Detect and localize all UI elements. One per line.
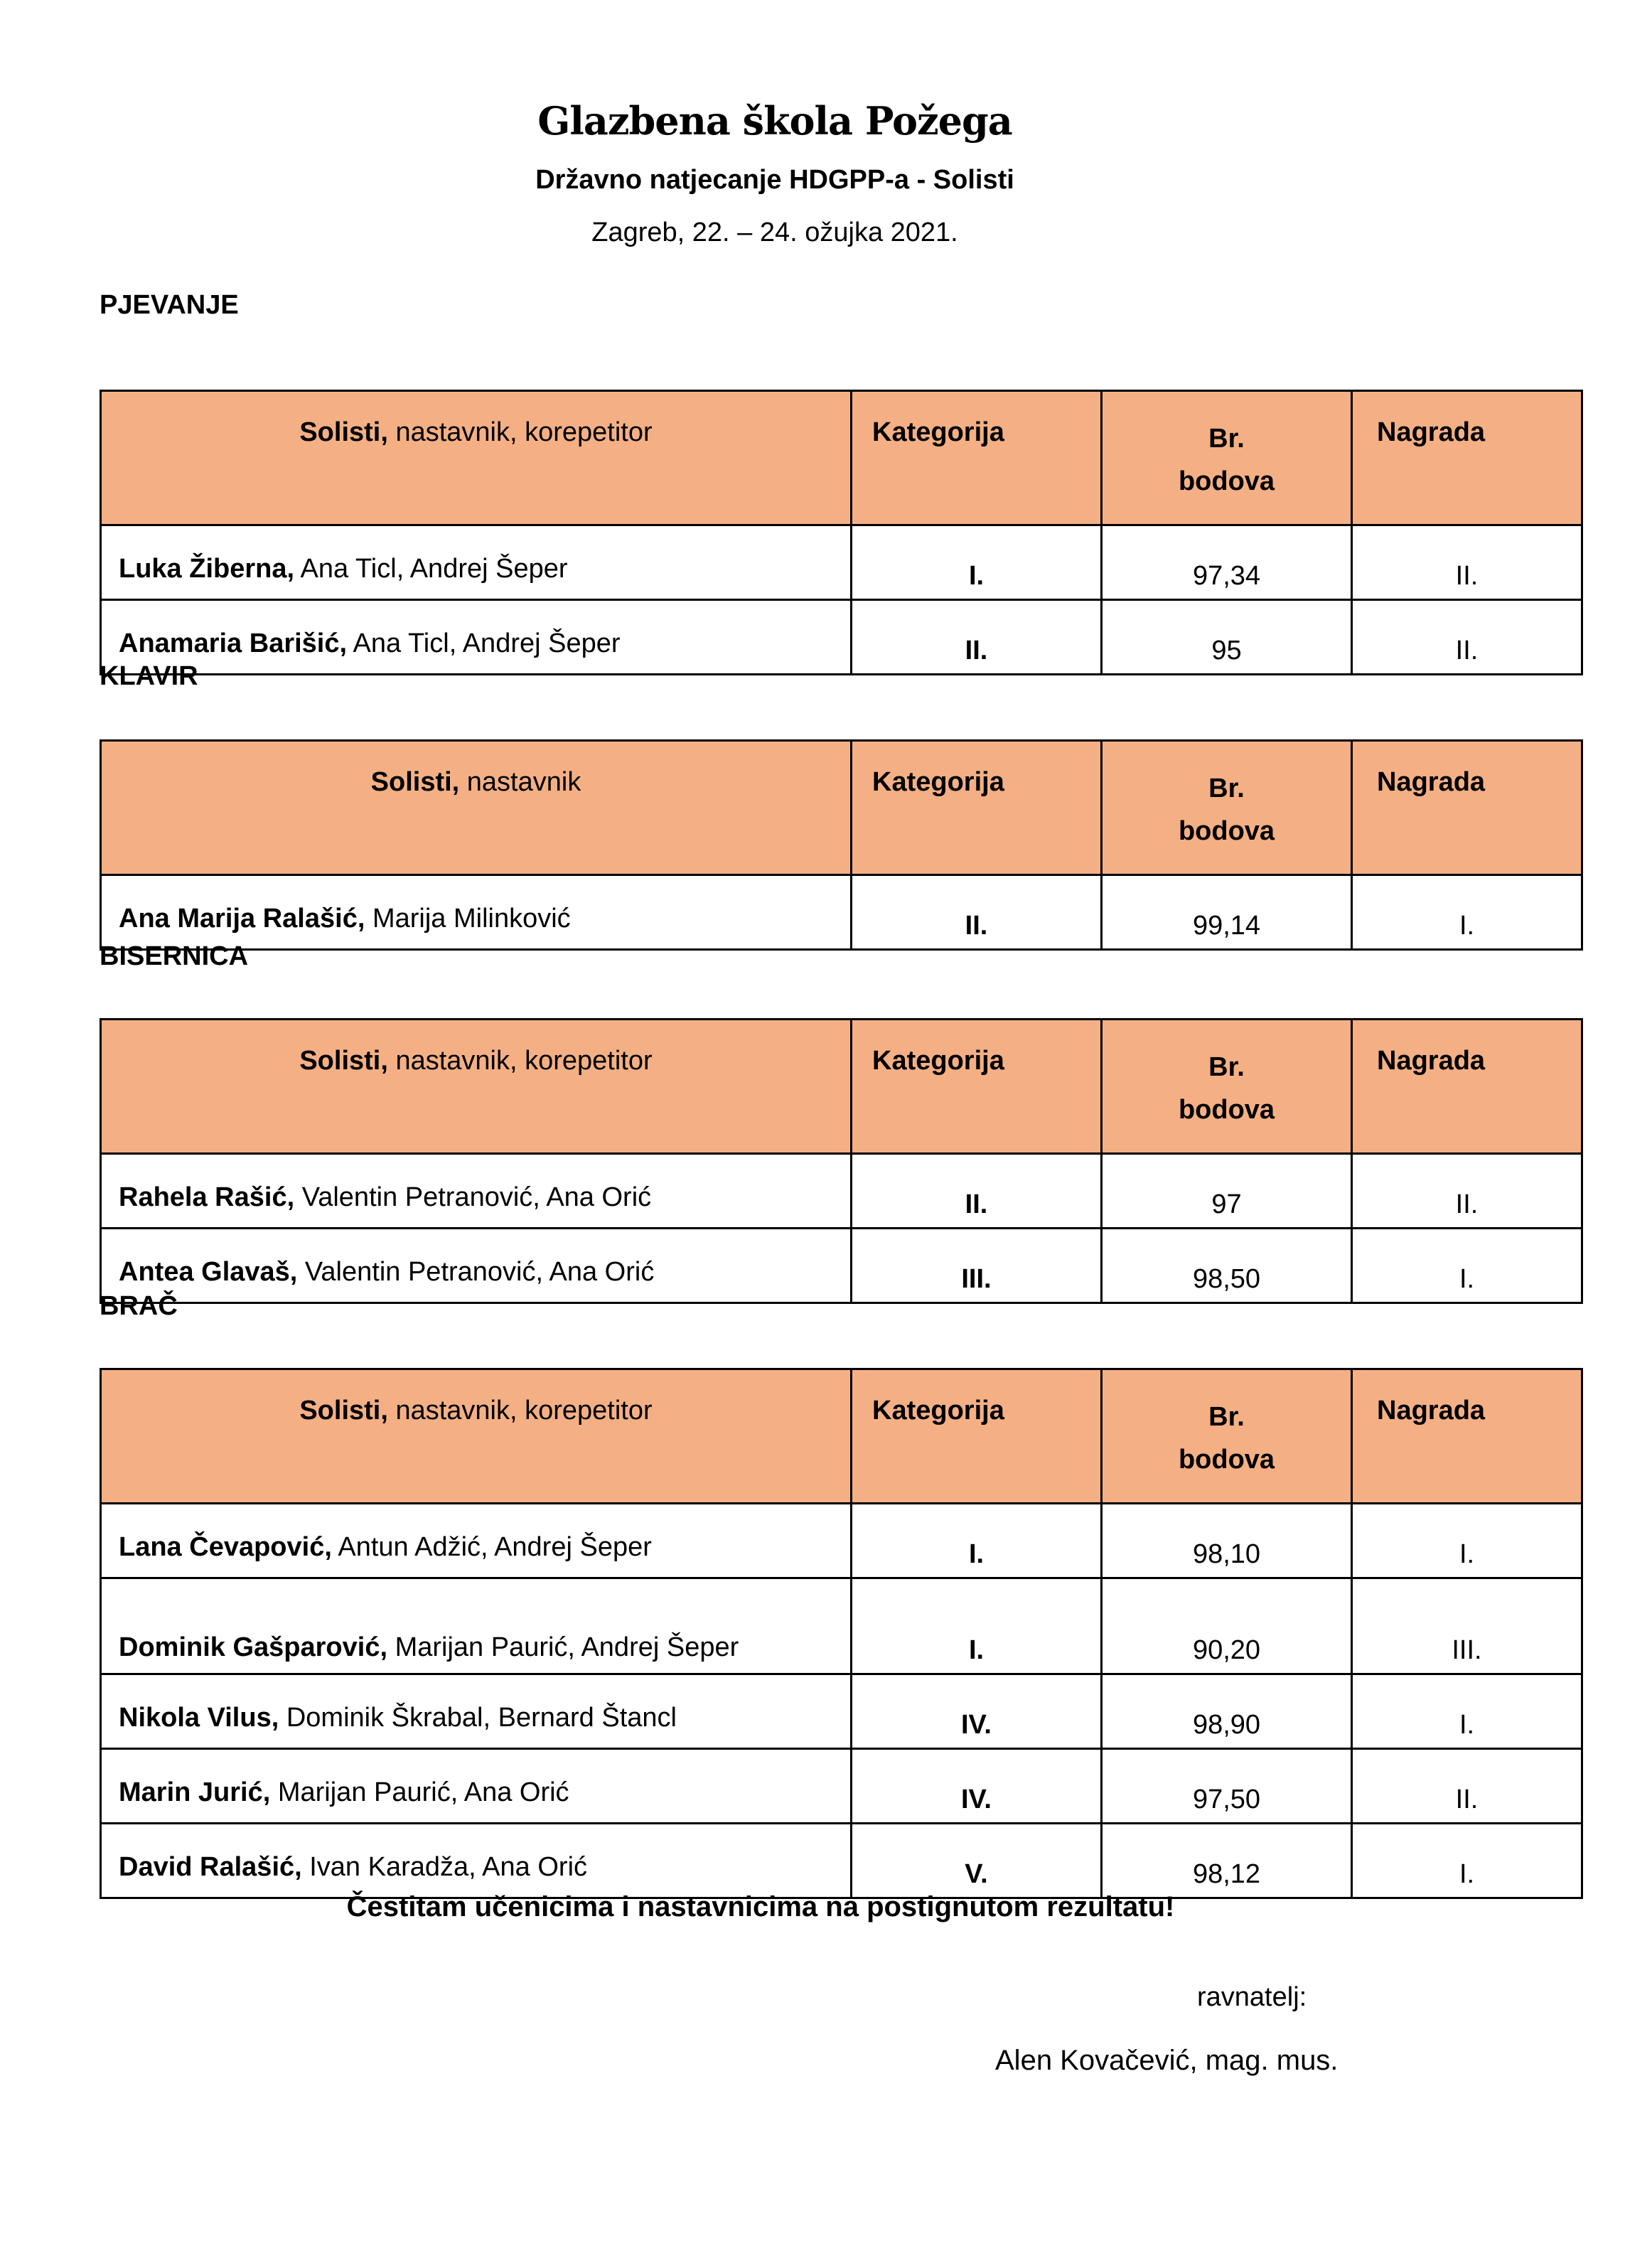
cell-award: II. bbox=[1352, 1749, 1582, 1824]
cell-award: III. bbox=[1352, 1578, 1582, 1674]
column-header-soloists: Solisti, nastavnik, korepetitor bbox=[101, 1369, 852, 1504]
cell-soloist-mentors: Anamaria Barišić, Ana Ticl, Andrej Šeper bbox=[101, 600, 852, 675]
cell-points: 95 bbox=[1102, 600, 1352, 675]
cell-category: V. bbox=[852, 1824, 1102, 1898]
cell-points: 99,14 bbox=[1102, 875, 1352, 950]
table-row bbox=[101, 1504, 1582, 1578]
cell-soloist-mentors: Luka Žiberna, Ana Ticl, Andrej Šeper bbox=[101, 525, 852, 600]
section-label-brac: BRAČ bbox=[100, 1291, 178, 1321]
cell-soloist-mentors: Lana Čevapović, Antun Adžić, Andrej Šeper bbox=[101, 1504, 852, 1578]
column-header-award: Nagrada bbox=[1352, 1020, 1582, 1154]
column-header-points: Br. bodova bbox=[1102, 1020, 1352, 1154]
table-row bbox=[101, 875, 1582, 950]
cell-category: III. bbox=[852, 1229, 1102, 1303]
column-header-soloists: Solisti, nastavnik, korepetitor bbox=[101, 391, 852, 525]
document-title: Glazbena škola Požega bbox=[537, 98, 1012, 144]
table-header-row bbox=[101, 1020, 1582, 1154]
cell-soloist-mentors: Nikola Vilus, Dominik Škrabal, Bernard Štancl bbox=[101, 1674, 852, 1749]
cell-points: 97,34 bbox=[1102, 525, 1352, 600]
cell-points: 98,90 bbox=[1102, 1674, 1352, 1749]
column-header-category: Kategorija bbox=[852, 741, 1102, 875]
cell-category: IV. bbox=[852, 1674, 1102, 1749]
document-subtitle: Državno natjecanje HDGPP-a - Solisti bbox=[535, 165, 1014, 195]
cell-award: II. bbox=[1352, 1154, 1582, 1229]
column-header-award: Nagrada bbox=[1352, 1369, 1582, 1504]
column-header-award: Nagrada bbox=[1352, 741, 1582, 875]
cell-award: I. bbox=[1352, 1824, 1582, 1898]
column-header-points: Br. bodova bbox=[1102, 1369, 1352, 1504]
section-label-klavir: KLAVIR bbox=[100, 661, 198, 691]
column-header-soloists: Solisti, nastavnik bbox=[101, 741, 852, 875]
results-table-brac bbox=[100, 1368, 1583, 1899]
table-header-row bbox=[101, 741, 1582, 875]
table-row bbox=[101, 525, 1582, 600]
table-row bbox=[101, 1824, 1582, 1898]
cell-category: I. bbox=[852, 525, 1102, 600]
column-header-award: Nagrada bbox=[1352, 391, 1582, 525]
cell-category: IV. bbox=[852, 1749, 1102, 1824]
cell-award: I. bbox=[1352, 1504, 1582, 1578]
cell-points: 98,10 bbox=[1102, 1504, 1352, 1578]
cell-points: 98,50 bbox=[1102, 1229, 1352, 1303]
cell-category: II. bbox=[852, 600, 1102, 675]
table-row bbox=[101, 600, 1582, 675]
cell-award: I. bbox=[1352, 875, 1582, 950]
column-header-category: Kategorija bbox=[852, 1369, 1102, 1504]
signature-name: Alen Kovačević, mag. mus. bbox=[995, 2045, 1339, 2076]
cell-award: I. bbox=[1352, 1229, 1582, 1303]
cell-points: 97,50 bbox=[1102, 1749, 1352, 1824]
cell-award: I. bbox=[1352, 1674, 1582, 1749]
table-row bbox=[101, 1154, 1582, 1229]
column-header-points: Br. bodova bbox=[1102, 741, 1352, 875]
results-table-bisernica bbox=[100, 1018, 1583, 1304]
cell-points: 98,12 bbox=[1102, 1824, 1352, 1898]
congratulations-message: Čestitam učenicima i nastavnicima na postignutom rezultatu! bbox=[346, 1891, 1175, 1922]
signature-role: ravnatelj: bbox=[1197, 1982, 1307, 2012]
column-header-category: Kategorija bbox=[852, 391, 1102, 525]
cell-category: I. bbox=[852, 1578, 1102, 1674]
event-date: Zagreb, 22. – 24. ožujka 2021. bbox=[591, 218, 958, 247]
cell-award: II. bbox=[1352, 600, 1582, 675]
cell-soloist-mentors: David Ralašić, Ivan Karadža, Ana Orić bbox=[101, 1824, 852, 1898]
table-header-row bbox=[101, 391, 1582, 525]
table-row bbox=[101, 1229, 1582, 1303]
cell-category: II. bbox=[852, 1154, 1102, 1229]
table-header-row bbox=[101, 1369, 1582, 1504]
cell-soloist-mentors: Ana Marija Ralašić, Marija Milinković bbox=[101, 875, 852, 950]
cell-category: I. bbox=[852, 1504, 1102, 1578]
cell-award: II. bbox=[1352, 525, 1582, 600]
results-table-pjevanje bbox=[100, 390, 1583, 675]
section-label-bisernica: BISERNICA bbox=[100, 941, 249, 971]
column-header-category: Kategorija bbox=[852, 1020, 1102, 1154]
table-row bbox=[101, 1578, 1582, 1674]
column-header-soloists: Solisti, nastavnik, korepetitor bbox=[101, 1020, 852, 1154]
section-label-pjevanje: PJEVANJE bbox=[100, 290, 239, 320]
results-table-klavir bbox=[100, 739, 1583, 951]
cell-points: 97 bbox=[1102, 1154, 1352, 1229]
table-row bbox=[101, 1674, 1582, 1749]
cell-soloist-mentors: Dominik Gašparović, Marijan Paurić, Andrej Šeper bbox=[101, 1578, 852, 1674]
cell-soloist-mentors: Marin Jurić, Marijan Paurić, Ana Orić bbox=[101, 1749, 852, 1824]
cell-soloist-mentors: Rahela Rašić, Valentin Petranović, Ana Orić bbox=[101, 1154, 852, 1229]
cell-category: II. bbox=[852, 875, 1102, 950]
cell-points: 90,20 bbox=[1102, 1578, 1352, 1674]
table-row bbox=[101, 1749, 1582, 1824]
column-header-points: Br. bodova bbox=[1102, 391, 1352, 525]
cell-soloist-mentors: Antea Glavaš, Valentin Petranović, Ana Orić bbox=[101, 1229, 852, 1303]
